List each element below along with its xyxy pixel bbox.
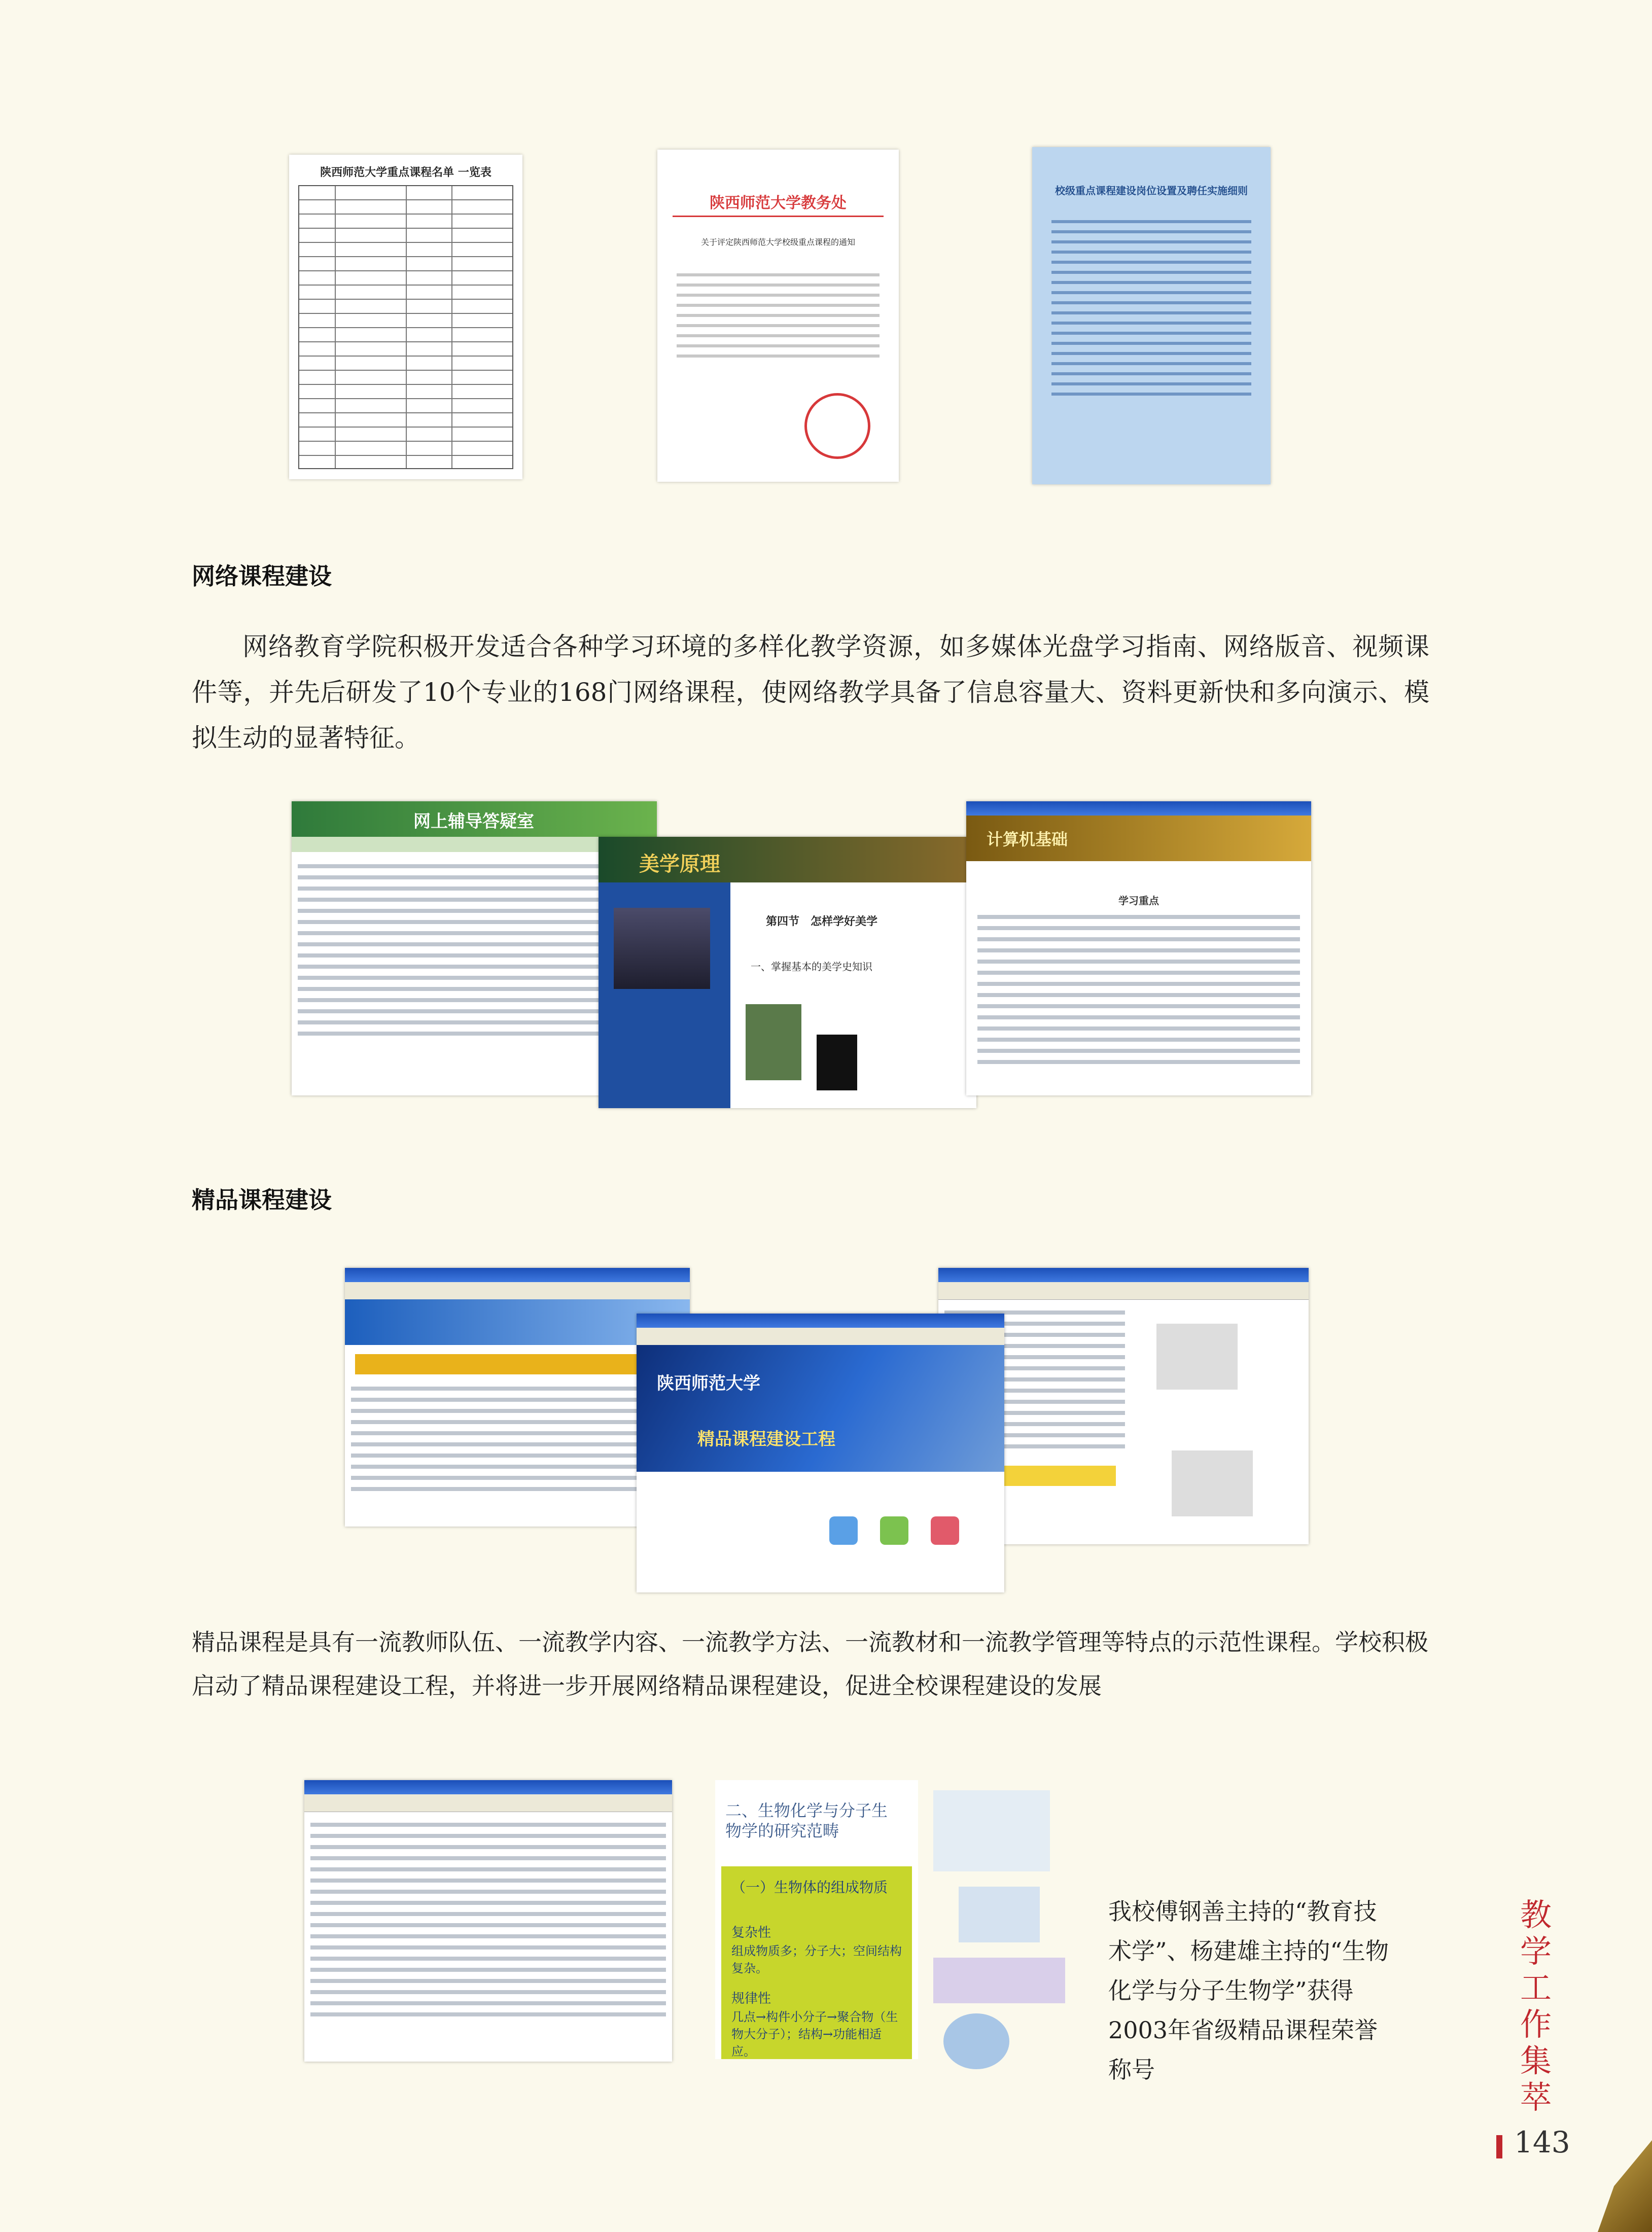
section-heading-network-courses: 网络课程建设 <box>192 562 332 590</box>
screenshot-computer-course <box>966 801 1311 1095</box>
red-seal-stamp <box>804 393 870 459</box>
pavilion-illustration <box>1172 1450 1253 1516</box>
side-title: 教学工作集萃 <box>1520 1896 1552 2116</box>
caption-quality-courses: 精品课程是具有一流教师队伍、一流教学内容、一流教学方法、一流教材和一流教学管理等特点的示范性课程。学校积极启动了精品课程建设工程，并将进一步开展网络精品课程建设，促进全校课程建设的发展 <box>192 1628 1428 1699</box>
page-number: 143 <box>1514 2125 1570 2159</box>
caption-bottom: 我校傅钢善主持的“教育技术学”、杨建雄主持的“生物化学与分子生物学”获得2003年省级精品课程荣誉称号 <box>1108 1898 1389 2083</box>
screen-banner: 网上辅导答疑室 <box>413 811 534 832</box>
document-image-notice <box>657 150 899 482</box>
book-image <box>817 1035 857 1090</box>
program-icon <box>931 1516 959 1545</box>
document-image-course-list <box>289 155 522 479</box>
slide-text: 几点→构件小分子→聚合物（生物大分子）；结构→功能相适应。 <box>731 2010 898 2059</box>
document-subtitle: 关于评定陕西师范大学校级重点课程的通知 <box>700 237 855 247</box>
screen-banner: 美学原理 <box>639 852 720 876</box>
document-title: 陕西师范大学重点课程名单 一览表 <box>320 166 491 179</box>
program-icon <box>829 1516 858 1545</box>
screenshot-education-tech-course <box>304 1780 672 2062</box>
slide-text: 规律性 <box>731 1991 771 2006</box>
presenter-video <box>614 908 710 989</box>
document-table <box>298 185 513 469</box>
section-paragraph-network-courses: 网络教育学院积极开发适合各种学习环境的多样化教学资源，如多媒体光盘学习指南、网络版音、视频课件等，并先后研发了10个专业的168门网络课程，使网络教学具备了信息容量大、资料更新快和多向演示、模拟生动的显著特征。 <box>192 632 1429 753</box>
document-title: 校级重点课程建设岗位设置及聘任实施细则 <box>1055 185 1248 197</box>
screen-banner: 计算机基础 <box>987 830 1068 849</box>
slide-text: 组成物质多；分子大；空间结构复杂。 <box>731 1944 902 1975</box>
decorative-eave-ornament <box>1598 2140 1652 2232</box>
book-image <box>746 1004 801 1080</box>
pavilion-illustration <box>1156 1324 1238 1390</box>
lesson-subtitle: 一、掌握基本的美学史知识 <box>751 961 872 973</box>
screen-heading: 学习重点 <box>1118 895 1159 907</box>
illustration-molecules <box>928 1780 1075 2069</box>
slide-text: 复杂性 <box>731 1925 771 1940</box>
university-title: 陕西师范大学 <box>657 1373 760 1394</box>
slide-heading: （一）生物体的组成物质 <box>731 1879 888 1896</box>
project-banner: 精品课程建设工程 <box>697 1429 835 1449</box>
slide-biochemistry <box>715 1780 918 2059</box>
lesson-title: 第四节 怎样学好美学 <box>766 915 878 928</box>
program-icon <box>880 1516 908 1545</box>
document-header: 陕西师范大学教务处 <box>710 194 847 212</box>
screenshot-aesthetics-course <box>599 837 976 1108</box>
screenshot-quality-course-center <box>637 1314 1004 1592</box>
slide-title: 二、生物化学与分子生物学的研究范畴 <box>725 1801 888 1840</box>
document-image-rules <box>1032 147 1271 484</box>
section-heading-quality-courses: 精品课程建设 <box>192 1186 332 1214</box>
page-number-marker <box>1496 2135 1502 2158</box>
